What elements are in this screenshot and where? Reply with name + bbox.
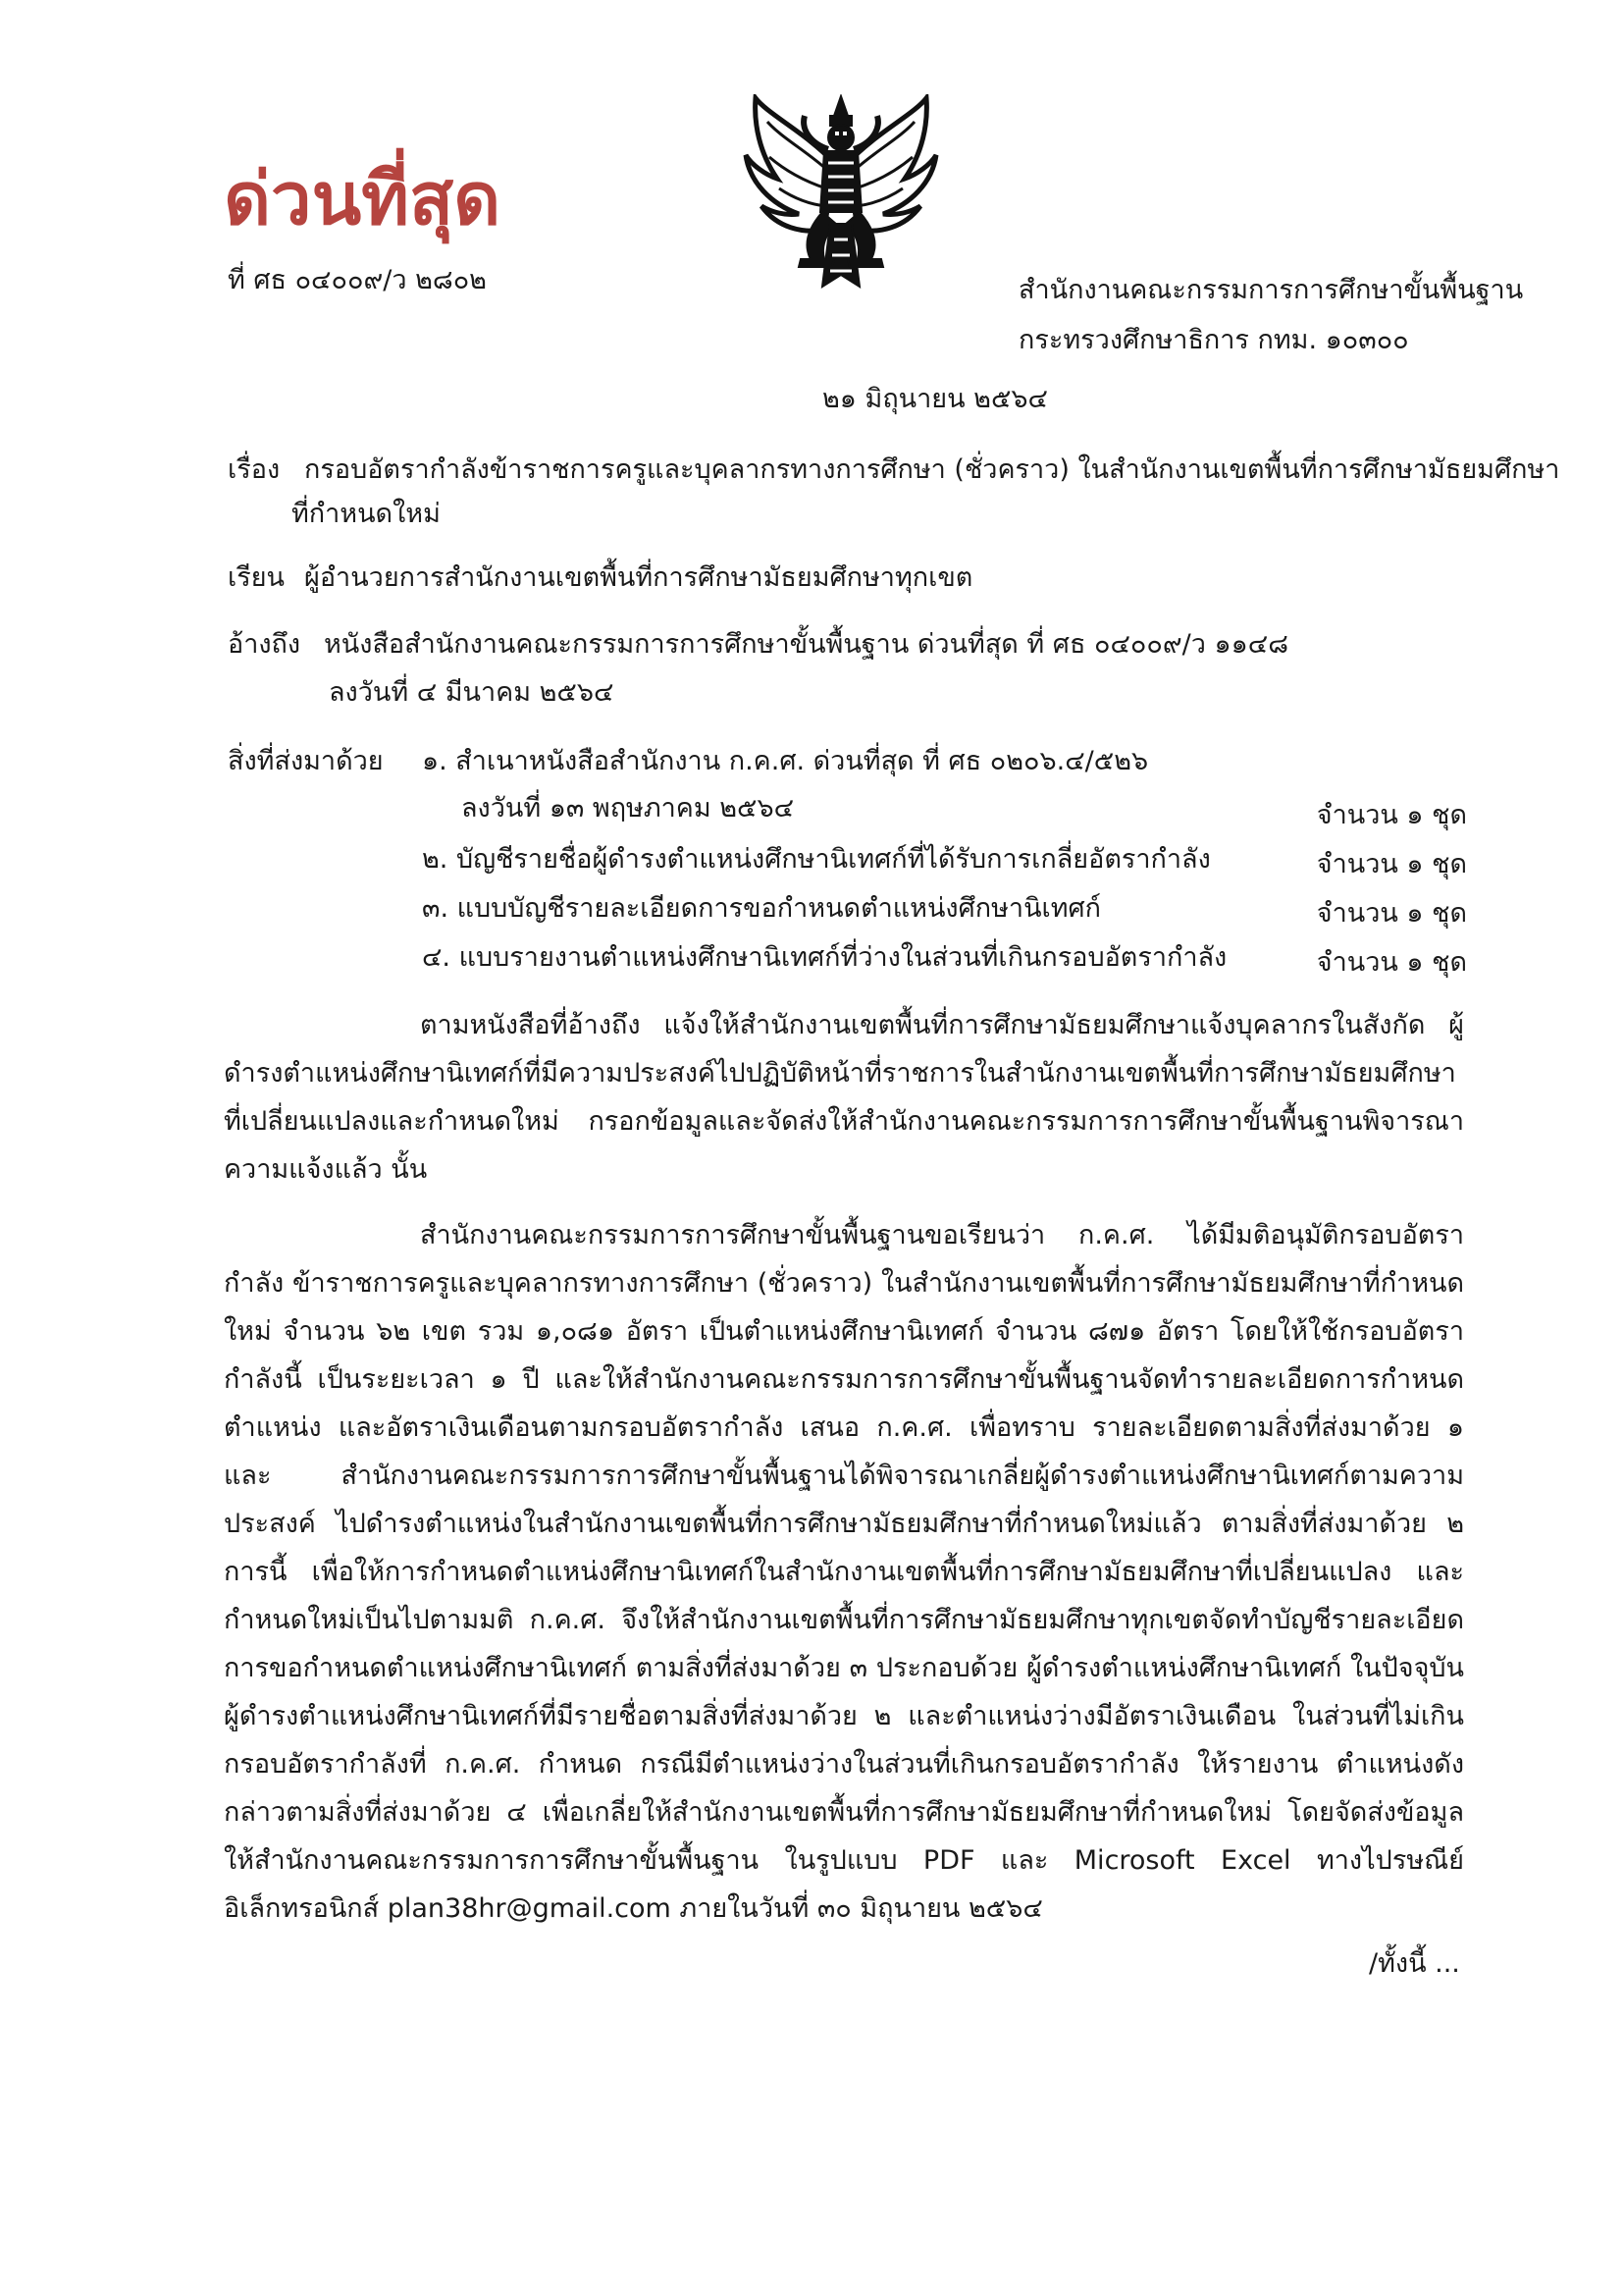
subject-line-2: ที่กำหนดใหม่: [291, 499, 441, 529]
enclosure-item-1: ๑. สำเนาหนังสือสำนักงาน ก.ค.ศ. ด่วนที่สุด ที่ ศธ ๐๒๐๖.๔/๕๒๖: [422, 746, 1149, 776]
office-name: สำนักงานคณะกรรมการการศึกษาขั้นพื้นฐาน: [1019, 275, 1524, 305]
document-date: ๒๑ มิถุนายน ๒๕๖๔: [822, 384, 1048, 414]
enclosure-item-1-date: ลงวันที่ ๑๓ พฤษภาคม ๒๕๖๔: [461, 793, 795, 824]
enclosure-item-3: ๓. แบบบัญชีรายละเอียดการขอกำหนดตำแหน่งศึกษานิเทศก์: [422, 893, 1102, 924]
reference-line-2: ลงวันที่ ๔ มีนาคม ๒๕๖๔: [329, 677, 614, 708]
garuda-emblem-icon: [738, 94, 944, 292]
reference-label: อ้างถึง: [228, 629, 301, 660]
to-label: เรียน: [228, 562, 286, 593]
to-recipient: ผู้อำนวยการสำนักงานเขตพื้นที่การศึกษามัธยมศึกษาทุกเขต: [304, 562, 973, 593]
urgency-stamp: ด่วนที่สุด: [224, 157, 501, 241]
subject-line-1: กรอบอัตรากำลังข้าราชการครูและบุคลากรทางการศึกษา (ชั่วคราว) ในสำนักงานเขตพื้นที่การศึกษามัธยมศึกษา: [304, 454, 1560, 485]
enclosure-item-4-qty: จำนวน ๑ ชุด: [1316, 947, 1467, 978]
enclosure-item-4: ๔. แบบรายงานตำแหน่งศึกษานิเทศก์ที่ว่างในส่วนที่เกินกรอบอัตรากำลัง: [422, 942, 1228, 973]
enclosure-item-3-qty: จำนวน ๑ ชุด: [1316, 898, 1467, 929]
subject-label: เรื่อง: [228, 454, 281, 485]
continued-marker: /ทั้งนี้ ...: [1369, 1948, 1460, 1979]
body-paragraph-2: สำนักงานคณะกรรมการการศึกษาขั้นพื้นฐานขอเรียนว่า ก.ค.ศ. ได้มีมติอนุมัติกรอบอัตรากำลัง ข้าราชการครูและบุคลากรทางการศึกษา (ชั่วคราว) ในสำนักงานเขตพื้นที่การศึกษามัธยมศึกษาที่กำหนดใหม่ จำนวน ๖๒ เขต รวม ๑,๐๘๑ อัตรา เป็นตำแหน่งศึกษานิเทศก์ จำนวน ๘๗๑ อัตรา โดยให้ใช้กรอบอัตรากำลังนี้ เป็นระยะเวลา ๑ ปี และให้สำนักงานคณะกรรมการการศึกษาขั้นพื้นฐานจัดทำรายละเอียดการกำหนดตำแหน่ง และอัตราเงินเดือนตามกรอบอัตรากำลัง เสนอ ก.ค.ศ. เพื่อทราบ รายละเอียดตามสิ่งที่ส่งมาด้วย ๑ และ สำนักงานคณะกรรมการการศึกษาขั้นพื้นฐานได้พิจารณาเกลี่ยผู้ดำรงตำแหน่งศึกษานิเทศก์ตามความประสงค์ ไปดำรงตำแหน่งในสำนักงานเขตพื้นที่การศึกษามัธยมศึกษาที่กำหนดใหม่แล้ว ตามสิ่งที่ส่งมาด้วย ๒ การนี้ เพื่อให้การกำหนดตำแหน่งศึกษานิเทศก์ในสำนักงานเขตพื้นที่การศึกษามัธยมศึกษาที่เปลี่ยนแปลง และกำหนดใหม่เป็นไปตามมติ ก.ค.ศ. จึงให้สำนักงานเขตพื้นที่การศึกษามัธยมศึกษาทุกเขตจัดทำบัญชีรายละเอียด การขอกำหนดตำแหน่งศึกษานิเทศก์ ตามสิ่งที่ส่งมาด้วย ๓ ประกอบด้วย ผู้ดำรงตำแหน่งศึกษานิเทศก์ ในปัจจุบัน ผู้ดำรงตำแหน่งศึกษานิเทศก์ที่มีรายชื่อตามสิ่งที่ส่งมาด้วย ๒ และตำแหน่งว่างมีอัตราเงินเดือน ในส่วนที่ไม่เกินกรอบอัตรากำลังที่ ก.ค.ศ. กำหนด กรณีมีตำแหน่งว่างในส่วนที่เกินกรอบอัตรากำลัง ให้รายงาน ตำแหน่งดังกล่าวตามสิ่งที่ส่งมาด้วย ๔ เพื่อเกลี่ยให้สำนักงานเขตพื้นที่การศึกษามัธยมศึกษาที่กำหนดใหม่ โดยจัดส่งข้อมูลให้สำนักงานคณะกรรมการการศึกษาขั้นพื้นฐาน ในรูปแบบ PDF และ Microsoft Excel ทางไปรษณีย์อิเล็กทรอนิกส์ plan38hr@gmail.com ภายในวันที่ ๓๐ มิถุนายน ๒๕๖๔: [224, 1220, 1464, 1924]
office-address: กระทรวงศึกษาธิการ กทม. ๑๐๓๐๐: [1019, 325, 1409, 355]
document-number: ที่ ศธ ๐๔๐๐๙/ว ๒๘๐๒: [228, 265, 487, 295]
reference-line-1: หนังสือสำนักงานคณะกรรมการการศึกษาขั้นพื้นฐาน ด่วนที่สุด ที่ ศธ ๐๔๐๐๙/ว ๑๑๔๘: [324, 629, 1289, 660]
enclosures-label: สิ่งที่ส่งมาด้วย: [228, 746, 384, 776]
body-paragraph-1: ตามหนังสือที่อ้างถึง แจ้งให้สำนักงานเขตพื้นที่การศึกษามัธยมศึกษาแจ้งบุคลากรในสังกัด ผู้ดำรงตำแหน่งศึกษานิเทศก์ที่มีความประสงค์ไปปฏิบัติหน้าที่ราชการในสำนักงานเขตพื้นที่การศึกษามัธยมศึกษา ที่เปลี่ยนแปลงและกำหนดใหม่ กรอกข้อมูลและจัดส่งให้สำนักงานคณะกรรมการการศึกษาขั้นพื้นฐานพิจารณา ความแจ้งแล้ว นั้น: [224, 1010, 1464, 1185]
enclosure-item-1-qty: จำนวน ๑ ชุด: [1316, 800, 1467, 830]
enclosure-item-2: ๒. บัญชีรายชื่อผู้ดำรงตำแหน่งศึกษานิเทศก์ที่ได้รับการเกลี่ยอัตรากำลัง: [422, 844, 1211, 875]
enclosure-item-2-qty: จำนวน ๑ ชุด: [1316, 849, 1467, 879]
